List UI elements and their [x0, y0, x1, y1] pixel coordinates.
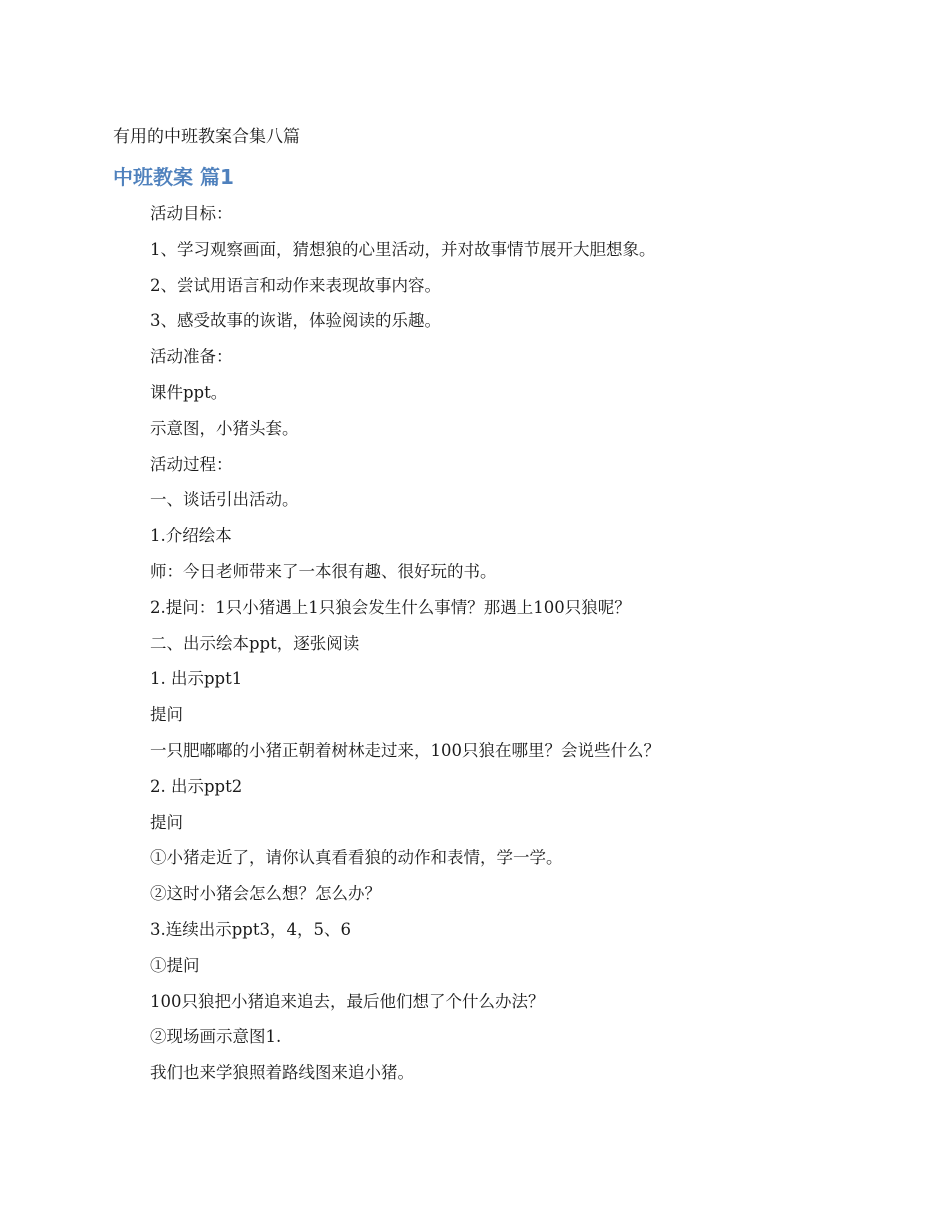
paragraph-line: 1、学习观察画面，猜想狼的心里活动，并对故事情节展开大胆想象。: [150, 239, 656, 259]
section-heading: 中班教案 篇1: [113, 165, 234, 189]
body-text: [150, 203, 870, 1098]
paragraph-line: 二、出示绘本ppt，逐张阅读: [150, 633, 360, 653]
paragraph-line: 一只肥嘟嘟的小猪正朝着树林走过来，100只狼在哪里？会说些什么？: [150, 740, 660, 760]
paragraph-line: 1. 出示ppt1: [150, 669, 243, 689]
paragraph-line: 2.提问：1只小猪遇上1只狼会发生什么事情？那遇上100只狼呢？: [150, 597, 631, 617]
paragraph-line: ②这时小猪会怎么想？怎么办？: [150, 884, 381, 904]
paragraph-line: 提问: [150, 705, 183, 725]
paragraph-line: 100只狼把小猪追来追去，最后他们想了个什么办法？: [150, 991, 545, 1011]
paragraph-line: ②现场画示意图1.: [150, 1027, 282, 1047]
paragraph-line: 活动准备：: [150, 347, 233, 367]
paragraph-line: 活动过程：: [150, 454, 233, 474]
paragraph-line: 提问: [150, 812, 183, 832]
paragraph-line: ①小猪走近了，请你认真看看狼的动作和表情，学一学。: [150, 848, 563, 868]
paragraph-line: 1.介绍绘本: [150, 526, 232, 546]
paragraph-line: ①提问: [150, 955, 200, 975]
paragraph-line: 3.连续出示ppt3，4，5、6: [150, 919, 351, 939]
paragraph-line: 2. 出示ppt2: [150, 776, 243, 796]
paragraph-line: 我们也来学狼照着路线图来追小猪。: [150, 1063, 414, 1083]
paragraph-line: 一、谈话引出活动。: [150, 490, 299, 510]
paragraph-line: 2、尝试用语言和动作来表现故事内容。: [150, 275, 441, 295]
paragraph-line: 示意图，小猪头套。: [150, 418, 299, 438]
paragraph-line: 活动目标：: [150, 204, 233, 223]
paragraph-line: 3、感受故事的诙谐，体验阅读的乐趣。: [150, 311, 441, 331]
paragraph-line: 师：今日老师带来了一本很有趣、很好玩的书。: [150, 561, 497, 581]
paragraph-line: 课件ppt。: [150, 382, 228, 402]
document-title: 有用的中班教案合集八篇: [113, 127, 300, 147]
